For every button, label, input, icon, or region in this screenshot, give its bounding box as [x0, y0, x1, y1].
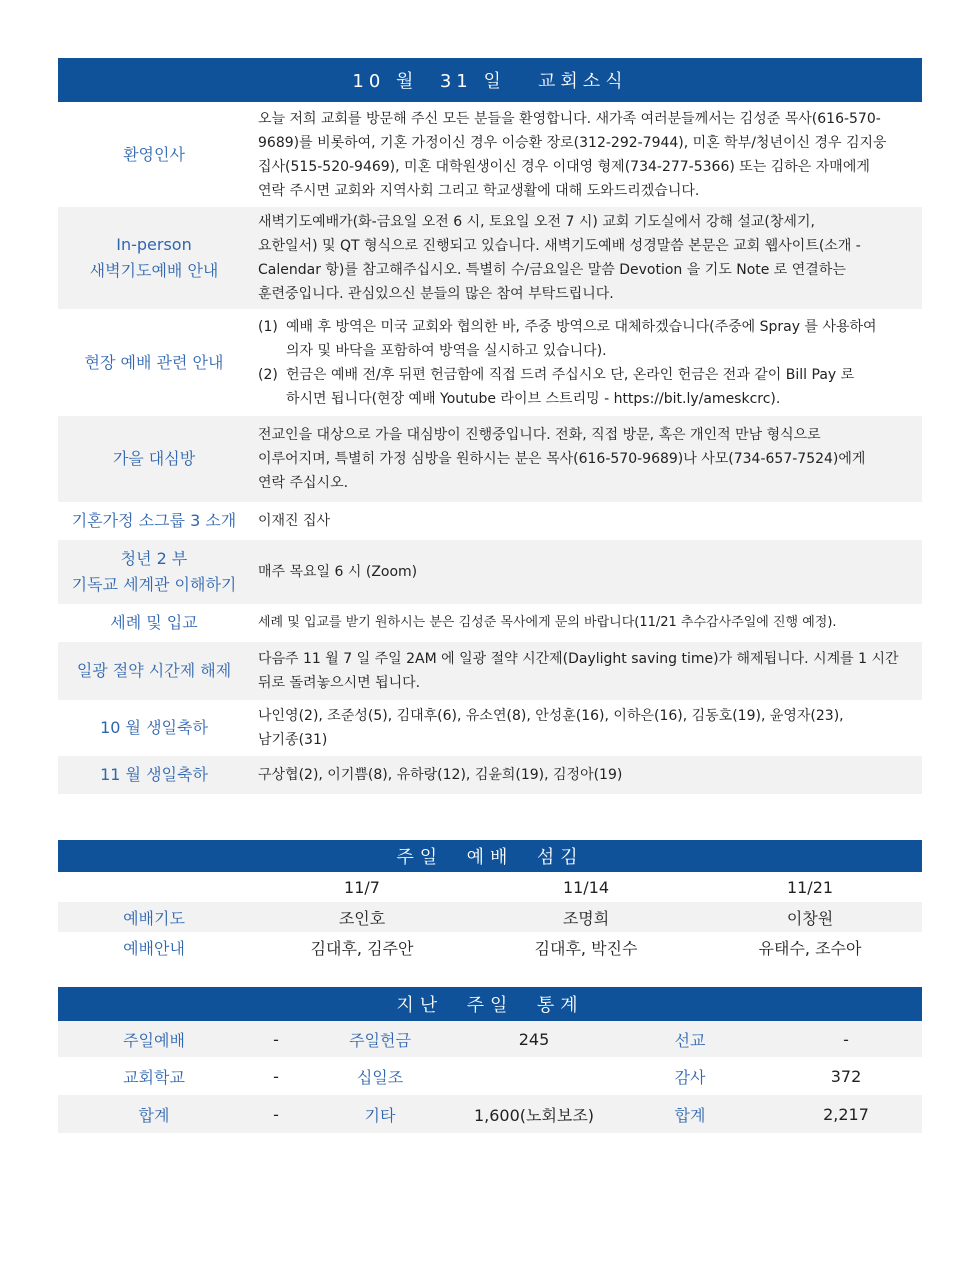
news-line: 요한일서) 및 QT 형식으로 진행되고 있습니다. 새벽기도예배 성경말씀 본문은 교회 웹사이트(소개 - [258, 238, 861, 254]
news-label: 청년 2 부 [120, 549, 188, 568]
news-line: 다음주 11 월 7 일 주일 2AM 에 일광 절약 시간제(Daylight saving time)가 해제됩니다. 시계를 1 시간 [258, 651, 899, 667]
news-label: 기독교 세계관 이해하기 [71, 575, 237, 594]
stats-row [58, 1095, 922, 1133]
stats-label: 주일헌금 [349, 1030, 411, 1050]
news-label: 환영인사 [123, 144, 185, 164]
sunday-service-title: 주일 예배 섬김 [58, 840, 922, 872]
news-line: 구상협(2), 이기쁨(8), 유하랑(12), 김윤희(19), 김정아(19) [258, 767, 623, 783]
stats-value: - [843, 1029, 849, 1049]
news-row-dawn-prayer [58, 207, 922, 309]
last-week-stats-table [58, 1021, 922, 1133]
service-cell: 유태수, 조수아 [758, 938, 862, 958]
news-row-youth [58, 540, 922, 604]
service-cell: 김대후, 김주안 [310, 938, 414, 958]
news-line: 남기종(31) [258, 732, 328, 748]
service-cell: 조인호 [338, 908, 386, 928]
church-news-table [58, 102, 922, 794]
news-line: 오늘 저희 교회를 방문해 주신 모든 분들을 환영합니다. 새가족 여러분들께서는 김성준 목사(616-570- [258, 110, 881, 127]
news-label: 현장 예배 관련 안내 [84, 352, 224, 372]
service-row-prayer [58, 902, 922, 932]
item-number: (2) [258, 366, 278, 383]
stats-label: 감사 [674, 1067, 706, 1087]
sunday-service-section [58, 840, 922, 962]
last-week-stats-title: 지난 주일 통계 [58, 987, 922, 1021]
service-row-guide [58, 932, 922, 962]
stats-label: 교회학교 [123, 1067, 185, 1087]
service-cell: 조명희 [562, 908, 610, 928]
news-line: 집사(515-520-9469), 미혼 대학원생이신 경우 이대영 형제(734-277-5366) 또는 김하은 자매에게 [258, 158, 870, 175]
news-line: 이루어지며, 특별히 가정 심방을 원하시는 분은 목사(616-570-9689)나 사모(734-657-7524)에게 [258, 451, 866, 467]
news-label: 일광 절약 시간제 해제 [76, 661, 232, 680]
stats-value: - [273, 1029, 279, 1049]
stats-value: 372 [830, 1066, 862, 1086]
news-label: 새벽기도예배 안내 [89, 261, 219, 280]
service-date-row [58, 872, 922, 902]
numbered-item [258, 315, 912, 363]
news-label: 가을 대심방 [112, 449, 196, 468]
stats-value: - [273, 1066, 279, 1086]
news-line: 전교인을 대상으로 가을 대심방이 진행중입니다. 전화, 직접 방문, 혹은 개인적 만남 형식으로 [258, 427, 821, 443]
news-row-baptism [58, 604, 922, 642]
news-label: In-person [116, 235, 192, 254]
stats-row [58, 1057, 922, 1095]
service-date: 11/7 [344, 877, 380, 897]
news-line: Calendar 항)를 참고해주십시오. 특별히 수/금요일은 말씀 Devotion 을 기도 Note 로 연결하는 [258, 262, 846, 278]
news-row-small-group [58, 502, 922, 540]
news-line: 의자 및 바닥을 포함하여 방역을 실시하고 있습니다). [286, 342, 607, 359]
service-date: 11/21 [786, 877, 834, 897]
numbered-item [258, 363, 912, 411]
news-line: 연락 주시면 교회와 지역사회 그리고 학교생활에 대해 도와드리겠습니다. [258, 182, 700, 199]
news-line: 매주 목요일 6 시 (Zoom) [258, 564, 418, 580]
news-row-oct-birthdays [58, 700, 922, 756]
news-line: 헌금은 예배 전/후 뒤편 헌금함에 직접 드려 주십시오 단, 온라인 헌금은 전과 같이 Bill Pay 로 [286, 366, 855, 383]
stats-value [458, 1057, 610, 1095]
stats-label: 주일예배 [123, 1030, 185, 1050]
service-row-label: 예배기도 [123, 908, 185, 928]
stats-value: 1,600(노회보조) [473, 1105, 595, 1125]
stats-value: 2,217 [823, 1104, 869, 1124]
item-number: (1) [258, 318, 278, 335]
stats-label: 합계 [138, 1105, 170, 1125]
news-line: 연락 주십시오. [258, 475, 349, 491]
service-cell: 이창원 [786, 908, 834, 928]
news-line: 하시면 됩니다(현장 예배 Youtube 라이브 스트리밍 - https://bit.ly/ameskcrc). [286, 390, 781, 407]
news-line: 이재진 집사 [258, 513, 331, 529]
stats-label: 합계 [674, 1105, 706, 1125]
news-line: 뒤로 돌려놓으시면 됩니다. [258, 675, 421, 691]
sunday-service-table [58, 872, 922, 962]
service-date: 11/14 [562, 877, 610, 897]
church-news-section [58, 58, 922, 794]
news-line: 세례 및 입교를 받기 원하시는 분은 김성준 목사에게 문의 바랍니다(11/21 추수감사주일에 진행 예정). [258, 615, 837, 630]
news-row-onsite-worship [58, 309, 922, 416]
news-row-autumn-visit [58, 416, 922, 502]
news-line: 새벽기도예배가(화-금요일 오전 6 시, 토요일 오전 7 시) 교회 기도실에서 강해 설교(창세기, [258, 214, 815, 230]
news-label: 11 월 생일축하 [100, 765, 208, 784]
stats-row [58, 1021, 922, 1057]
news-line: 훈련중입니다. 관심있으신 분들의 많은 참여 부탁드립니다. [258, 286, 614, 302]
news-line: 나인영(2), 조준성(5), 김대후(6), 유소연(8), 안성훈(16), 이하은(16), 김동호(19), 윤영자(23), [258, 708, 844, 724]
service-row-label: 예배안내 [123, 938, 185, 958]
stats-value: 245 [518, 1029, 550, 1049]
stats-label: 선교 [674, 1030, 706, 1050]
stats-label: 십일조 [356, 1067, 404, 1087]
stats-label: 기타 [364, 1105, 396, 1125]
service-cell: 김대후, 박진수 [534, 938, 638, 958]
church-news-title: 10 월 31 일 교회소식 [58, 58, 922, 102]
news-line: 9689)를 비롯하여, 기혼 가정이신 경우 이승환 장로(312-292-7944), 미혼 학부/청년이신 경우 김지웅 [258, 134, 887, 151]
news-label: 10 월 생일축하 [100, 718, 208, 737]
news-label: 기혼가정 소그룹 3 소개 [71, 511, 237, 530]
news-row-nov-birthdays [58, 756, 922, 794]
news-line: 예배 후 방역은 미국 교회와 협의한 바, 주중 방역으로 대체하겠습니다(주중에 Spray 를 사용하여 [286, 318, 877, 335]
stats-value: - [273, 1104, 279, 1124]
news-label: 세례 및 입교 [110, 613, 198, 632]
news-row-welcome [58, 102, 922, 207]
last-week-stats-section [58, 987, 922, 1133]
news-row-daylight-saving [58, 642, 922, 700]
